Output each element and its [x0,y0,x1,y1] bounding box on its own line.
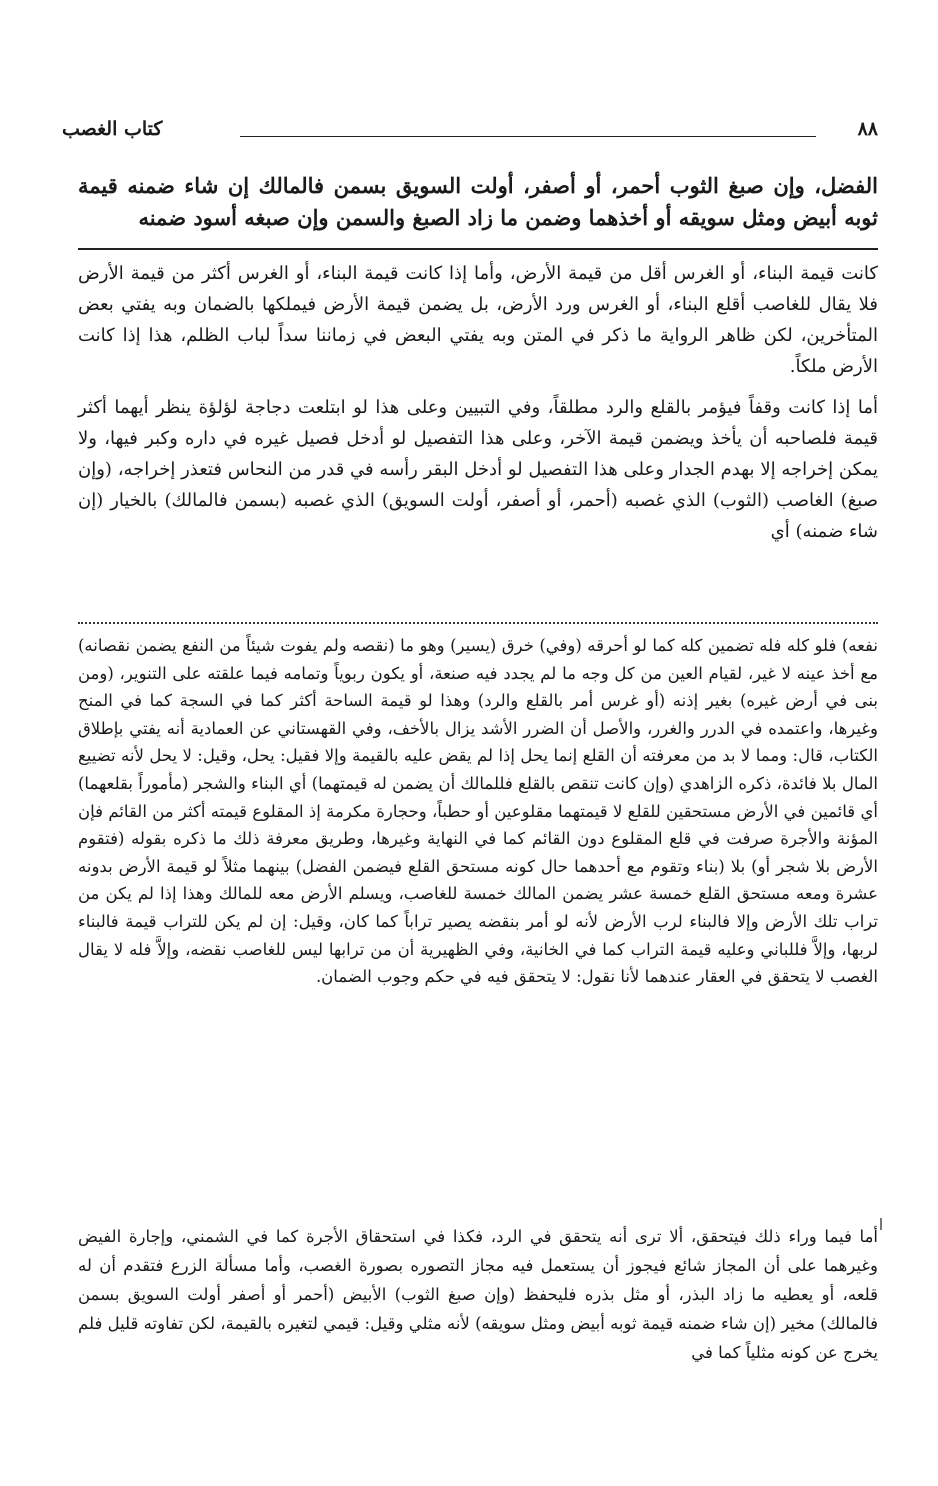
chapter-title: كتاب الغصب [62,118,163,140]
header-rule [240,136,816,137]
dotted-divider [78,622,878,624]
commentary-paragraph: كانت قيمة البناء، أو الغرس أقل من قيمة الأرض، وأما إذا كانت قيمة البناء، أو الغرس أكثر من قيمة الأرض فلا يقال للغاصب أقلع البناء، أو الغرس ورد الأرض، بل يضمن قيمة الأرض فيملكها بالضمان وبه يفتي بعض المتأخرين، لكن ظاهر الرواية ما ذكر في المتن وبه يفتي البعض في زماننا سداً لباب الظلم، هذا إذا كانت الأرض ملكاً. [78,263,878,377]
commentary-upper [78,258,878,557]
commentary-bottom [78,1222,878,1367]
main-text: الفضل، وإن صبغ الثوب أحمر، أو أصفر، أولت السويق بسمن فالمالك إن شاء ضمنه قيمة ثوبه أبيض ومثل سويقه أو أخذهما وضمن ما زاد الصبغ والسمن وإن صبغه أسود ضمنه [78,173,878,230]
commentary-paragraph: نفعه) فلو كله فله تضمين كله كما لو أحرقه (وفي) خرق (يسير) وهو ما (نقصه ولم يفوت شيئاً من النفع يضمن نقصانه) مع أخذ عينه لا غير، لقيام العين من كل وجه ما لم يجدد فيه صنعة، أو يكون ربوياً وتمامه فيما علقته على التنوير، (ومن بنى في أرض غيره) بغير إذنه (أو غرس أمر بالقلع والرد) وهذا لو قيمة الساحة أكثر كما في السجة كما في المنح وغيرها، واعتمده في الدرر والغرر، والأصل أن الضرر الأشد يزال بالأخف، وفي القهستاني عن العمادية أنه يفتي بإطلاق الكتاب، قال: ومما لا بد من معرفته أن القلع إنما يحل إذا لم يقض عليه بالقيمة وإلا فقيل: يحل، وقيل: لا يحل لأنه تضييع المال بلا فائدة، ذكره الزاهدي (وإن كانت تنقص بالقلع فللمالك أن يضمن له قيمتهما) أي البناء والشجر (مأموراً بقلعهما) أي قائمين في الأرض مستحقين للقلع لا قيمتهما مقلوعين أو حطباً، وحجارة مكرمة إذ المقلوع قيمته أكثر من القائم فإن المؤنة والأجرة صرفت في قلع المقلوع دون القائم كما في النهاية وغيرها، وطريق معرفة ذلك ما ذكره بقوله (فتقوم الأرض بلا شجر أو) بلا (بناء وتقوم مع أحدهما حال كونه مستحق القلع فيضمن الفضل) بينهما مثلاً لو قيمة الأرض بدونه عشرة ومعه مستحق القلع خمسة عشر يضمن المالك خمسة للغاصب، ويسلم الأرض معه للمالك وهذا إذا لم يكن من تراب تلك الأرض وإلا فالبناء لرب الأرض لأنه لو أمر بنقضه يصير تراباً كما كان، وقيل: إن لم يكن للتراب قيمة فالبناء لربها، وإلاَّ فللباني وعليه قيمة التراب كما في الخانية، وفي الظهيرية أن من ترابها ليس للغاصب نقضه، وإلاَّ فله لا يقال الغصب لا يتحقق في العقار عندهما لأنا نقول: لا يتحقق فيه في حكم وجوب الضمان. [78,636,878,987]
commentary-paragraph: أما فيما وراء ذلك فيتحقق، ألا ترى أنه يتحقق في الرد، فكذا في استحقاق الأجرة كما في الشمني، وإجارة الفيض وغيرهما على أن المجاز شائع فيجوز أن يستعمل فيه مجاز التصوره بصورة الغصب، وأما مسألة الزرع فتقدم أن له قلعه، أو يعطيه ما زاد البذر، أو مثل بذره فليحفظ (وإن صبغ الثوب) الأبيض (أحمر أو أصفر أولت السويق بسمن فالمالك) مخير (إن شاء ضمنه قيمة ثوبه أبيض ومثل سويقه) لأنه مثلي وقيل: قيمي لتغيره بالقيمة، لكن تفاوته قليل فلم يخرج عن كونه مثلياً كما في [78,1227,878,1362]
page-number: ٨٨ [857,118,878,140]
page-header [62,118,878,146]
commentary-divider [78,248,878,250]
commentary-paragraph: أما إذا كانت وقفاً فيؤمر بالقلع والرد مطلقاً، وفي التبيين وعلى هذا لو ابتلعت دجاجة لؤلؤة ينظر أيهما أكثر قيمة فلصاحبه أن يأخذ ويضمن قيمة الآخر، وعلى هذا التفصيل لو أدخل فصيل غيره في داره وكبر فيها، ولا يمكن إخراجه إلا بهدم الجدار وعلى هذا التفصيل لو أدخل البقر رأسه في قدر من النحاس فتعذر إخراجه، (وإن صبغ) الغاصب (الثوب) الذي غصبه (أحمر، أو أصفر، أولت السويق) الذي غصبه (بسمن فالمالك) بالخيار (إن شاء ضمنه) أي [78,397,878,542]
margin-mark [880,1218,882,1230]
commentary-lower [78,632,878,1001]
